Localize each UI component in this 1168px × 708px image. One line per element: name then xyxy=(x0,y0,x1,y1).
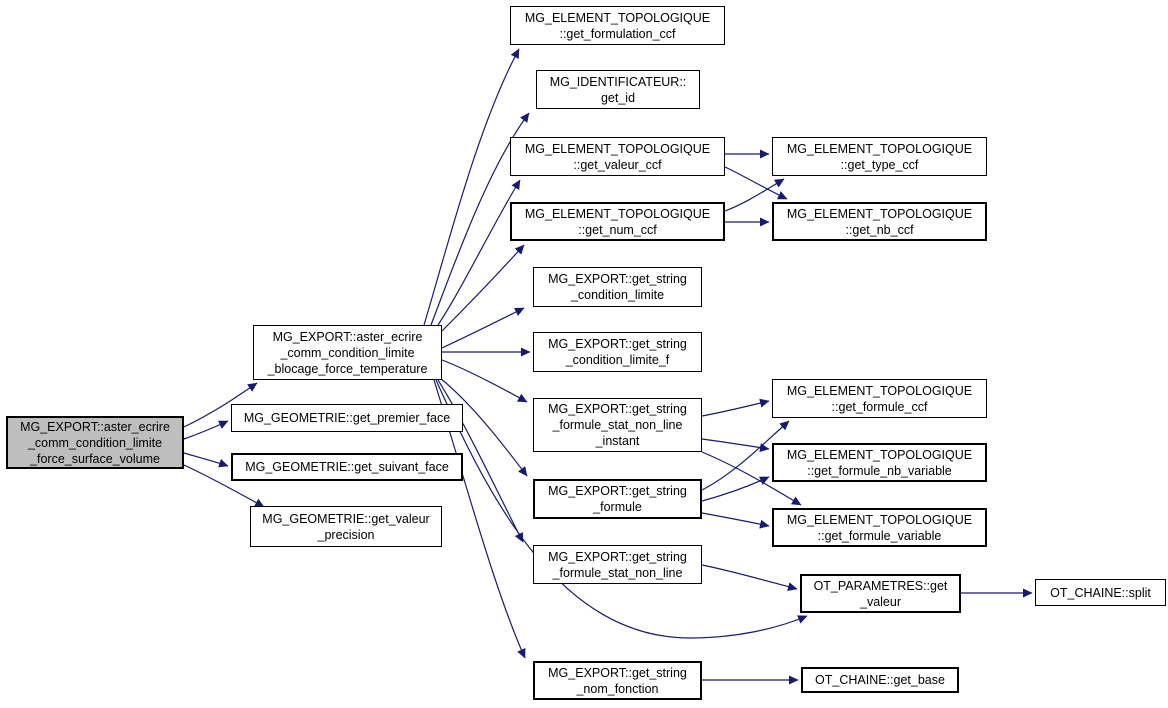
edge-formule-to-formule_variable xyxy=(702,513,769,526)
node-label-line: _blocage_force_temperature xyxy=(267,361,428,376)
node-label-line: MG_EXPORT::get_string xyxy=(548,549,687,564)
node-label-line: MG_GEOMETRIE::get_suivant_face xyxy=(245,460,449,474)
graph-node-get-premier-face[interactable] xyxy=(231,404,463,432)
node-label-line: get_id xyxy=(600,90,636,105)
node-label-line: MG_ELEMENT_TOPOLOGIQUE xyxy=(524,141,711,156)
node-label-line: MG_ELEMENT_TOPOLOGIQUE xyxy=(786,447,973,462)
graph-node-get-string-condition-limite-f[interactable] xyxy=(533,332,702,372)
graph-node-get-formule-nb-variable[interactable] xyxy=(772,443,987,482)
node-label-line: _instant xyxy=(595,434,640,448)
node-label-line: MG_ELEMENT_TOPOLOGIQUE xyxy=(786,512,973,527)
node-label-line: ::get_valeur_ccf xyxy=(573,157,662,172)
node-label-line: _comm_condition_limite xyxy=(280,345,415,360)
edge-blocage-to-formulation_ccf xyxy=(424,49,519,325)
node-label-line: _condition_limite_f xyxy=(565,353,670,367)
node-label-line: OT_CHAINE::split xyxy=(1050,585,1151,600)
graph-node-get-id[interactable] xyxy=(536,70,700,109)
graph-node-get-valeur-precision[interactable] xyxy=(250,506,442,547)
node-label-line: ::get_nb_ccf xyxy=(845,222,914,237)
graph-node-get-num-ccf[interactable] xyxy=(510,202,725,241)
edge-blocage-to-valeur_ccf xyxy=(438,180,520,325)
node-label-line: ::get_formulation_ccf xyxy=(559,26,676,41)
node-label-line: _nom_fonction xyxy=(576,681,659,696)
node-label-line: MG_GEOMETRIE::get_premier_face xyxy=(243,411,451,425)
edge-blocage-to-cond_limite xyxy=(442,308,524,348)
node-label-line: OT_PARAMETRES::get xyxy=(813,578,948,593)
graph-node-get-formulation-ccf[interactable] xyxy=(510,6,725,45)
node-label-line: _formule_stat_non_line xyxy=(552,565,683,580)
graph-node-get-string-formule[interactable] xyxy=(533,479,702,519)
graph-node-get-suivant-face[interactable] xyxy=(231,453,463,481)
node-label-line: MG_EXPORT::get_string xyxy=(548,337,687,351)
edge-fsv-to-suivant_face xyxy=(184,453,228,466)
node-label-line: ::get_formule_ccf xyxy=(831,399,928,414)
graph-node-get-string-formule-stat-non-line-instant[interactable] xyxy=(533,398,702,452)
node-label-line: ::get_num_ccf xyxy=(578,222,657,237)
node-label-line: _condition_limite xyxy=(570,288,665,302)
edge-instant-to-formule_ccf xyxy=(702,401,769,416)
graph-node-get-string-condition-limite[interactable] xyxy=(533,267,702,307)
node-label-line: MG_EXPORT::get_string xyxy=(548,484,687,498)
node-label-line: MG_EXPORT::get_string xyxy=(548,272,687,286)
graph-node-ot-chaine-split[interactable] xyxy=(1035,579,1166,606)
node-label-line: ::get_type_ccf xyxy=(840,157,919,172)
node-label-line: _precision xyxy=(317,527,375,542)
node-label-line: MG_ELEMENT_TOPOLOGIQUE xyxy=(786,141,973,156)
edge-blocage-to-instant xyxy=(442,360,527,402)
node-label-line: OT_CHAINE::get_base xyxy=(815,673,945,687)
node-label-line: ::get_formule_variable xyxy=(817,528,942,543)
graph-node-ot-parametres-get-valeur[interactable] xyxy=(800,574,961,613)
node-label-line: ::get_formule_nb_variable xyxy=(807,463,952,478)
node-label-line: MG_EXPORT::aster_ecrire xyxy=(20,419,170,434)
node-label-line: MG_EXPORT::aster_ecrire xyxy=(272,329,423,344)
graph-node-get-nb-ccf[interactable] xyxy=(772,202,987,241)
node-label-line: _formule_stat_non_line xyxy=(552,418,683,432)
node-label-line: _comm_condition_limite xyxy=(27,435,163,450)
node-label-line: _force_surface_volume xyxy=(30,451,160,466)
edge-fsnl-to-get_valeur xyxy=(702,565,797,589)
edge-blocage-to-num_ccf xyxy=(442,245,524,331)
node-label-line: MG_EXPORT::get_string xyxy=(548,402,687,416)
node-label-line: _valeur xyxy=(860,594,901,609)
graph-node-get-string-formule-stat-non-line[interactable] xyxy=(533,545,702,584)
graph-node-ot-chaine-get-base[interactable] xyxy=(801,667,959,693)
node-label-line: MG_ELEMENT_TOPOLOGIQUE xyxy=(786,383,973,398)
node-label-line: _formule xyxy=(593,500,642,514)
graph-node-aster-ecrire-comm-condition-limite-blocage-force-temperature[interactable] xyxy=(253,325,442,380)
node-label-line: MG_ELEMENT_TOPOLOGIQUE xyxy=(524,206,711,221)
graph-node-get-type-ccf[interactable] xyxy=(772,137,987,176)
node-label-line: MG_GEOMETRIE::get_valeur xyxy=(262,511,430,526)
graph-node-get-valeur-ccf[interactable] xyxy=(510,137,725,176)
graph-node-aster-ecrire-comm-condition-limite-force-surface-volume xyxy=(6,416,184,469)
node-label-line: MG_ELEMENT_TOPOLOGIQUE xyxy=(786,206,973,221)
graph-node-get-string-nom-fonction[interactable] xyxy=(533,661,702,700)
node-label-line: MG_EXPORT::get_string xyxy=(548,665,687,680)
graph-node-get-formule-ccf[interactable] xyxy=(772,379,987,418)
node-label-line: MG_ELEMENT_TOPOLOGIQUE xyxy=(524,10,711,25)
node-label-line: MG_IDENTIFICATEUR:: xyxy=(549,74,687,89)
graph-node-get-formule-variable[interactable] xyxy=(772,508,987,547)
